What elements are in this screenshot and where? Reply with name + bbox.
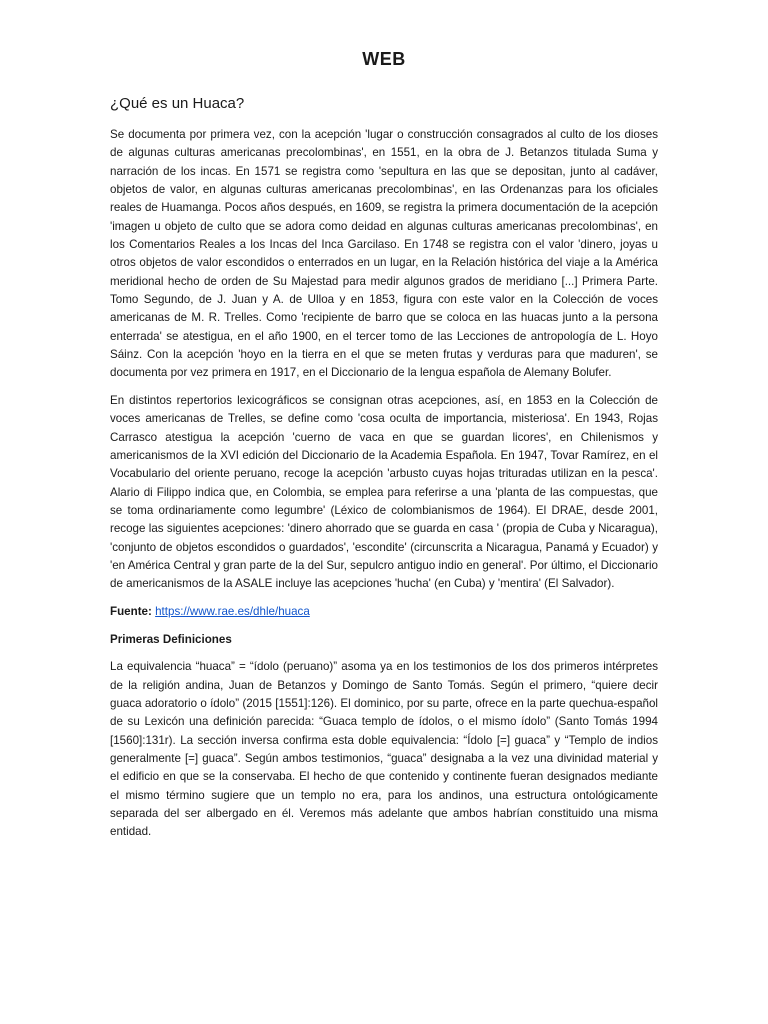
source-line	[110, 603, 658, 621]
section-heading: ¿Qué es un Huaca?	[110, 95, 245, 112]
paragraph-definitions: La equivalencia “huaca” = “ídolo (peruano)” asoma ya en los testimonios de los dos primeros intérpretes de la religión andina, Juan de Betanzos y Domingo de Santo Tomás. Según el primero, “quiere decir guaca adoratorio o ídolo” (2015 [1551]:126). El dominico, por su parte, ofrece en la parte quechua-español de su Lexicón una definición parecida: “Guaca templo de ídolos, o el mismo ídolo” (Santo Tomás 1994 [1560]:131r). La sección inversa confirma esta doble equivalencia: “Ídolo [=] guaca” y “Templo de indios generalmente [=] guaca”. Según ambos testimonios, “guaca” designaba a la vez una divinidad material y el edificio en que se la conservaba. El hecho de que contenido y continente fueran designados mediante el mismo término sugiere que un templo no era, para los andinos, una estructura ontológicamente separada del ser albergado en él. Veremos más adelante que ambos habrían constituido una misma entidad.	[110, 660, 658, 839]
paragraph-lexicographic: En distintos repertorios lexicográficos se consignan otras acepciones, así, en 1853 en la Colección de voces americanas de Trelles, se define como 'cosa oculta de importancia, misteriosa'. En 1943, Rojas Carrasco atestigua la acepción 'cuerno de vaca en que se guardan licores', en Chilenismos y americanismos de la XVI edición del Diccionario de la Academia Española. En 1947, Tovar Ramírez, en el Vocabulario del oriente peruano, recoge la acepción 'arbusto cuyas hojas trituradas utilizan en la pesca'. Alario di Filippo indica que, en Colombia, se emplea para referirse a una 'planta de las compuestas, que se toma ordinariamente como legumbre' (Léxico de colombianismos de 1964). El DRAE, desde 2001, recoge las siguientes acepciones: 'dinero ahorrado que se guarda en casa ' (propia de Cuba y Nicaragua), 'conjunto de objetos escondidos o guardados', 'escondite' (circunscrita a Nicaragua, Panamá y Ecuador) y 'en América Central y gran parte de la del Sur, sepulcro antiguo indio en general'. Por último, el Diccionario de americanismos de la ASALE incluye las acepciones 'hucha' (en Cuba) y 'mentira' (El Salvador).	[110, 393, 658, 591]
document-page	[110, 46, 658, 851]
paragraph-history: Se documenta por primera vez, con la acepción 'lugar o construcción consagrados al culto de los dioses de algunas culturas americanas precolombinas', en 1551, en la obra de J. Betanzos titulada Suma y narración de los incas. En 1571 se registra como 'sepultura en las que se depositan, junto al cadáver, objetos de valor, en algunas culturas americanas precolombinas', en las Ordenanzas para los oficiales reales de Huamanga. Pocos años después, en 1609, se registra la primera documentación de la acepción 'imagen u objeto de culto que se adora como deidad en algunas culturas americanas precolombinas', en los Comentarios Reales a los Incas del Inca Garcilaso. En 1748 se registra con el valor 'dinero, joyas u otros objetos de valor escondidos o enterrados en un lugar, en la Relación histórica del viaje a la América meridional hecho de orden de Su Majestad para medir algunos grados de meridiano [...] Primera Parte. Tomo Segundo, de J. Juan y A. de Ulloa y en 1853, figura con este valor en la Colección de voces americanas de M. R. Trelles. Como 'recipiente de barro que se coloca en las huacas junto a la persona enterrada' se atestigua, en el año 1900, en el tercer tomo de las Lecciones de antropología de L. Hoyo Sáinz. Con la acepción 'hoyo en la tierra en el que se meten frutas y verduras para que maduren', se documenta por vez primera en 1917, en el Diccionario de la lengua española de Alemany Bolufer.	[110, 128, 658, 380]
source-label: Fuente:	[110, 604, 152, 618]
source-link[interactable]: https://www.rae.es/dhle/huaca	[155, 604, 310, 618]
document-title: WEB	[362, 49, 406, 69]
subheading-primeras-definiciones: Primeras Definiciones	[110, 632, 232, 646]
